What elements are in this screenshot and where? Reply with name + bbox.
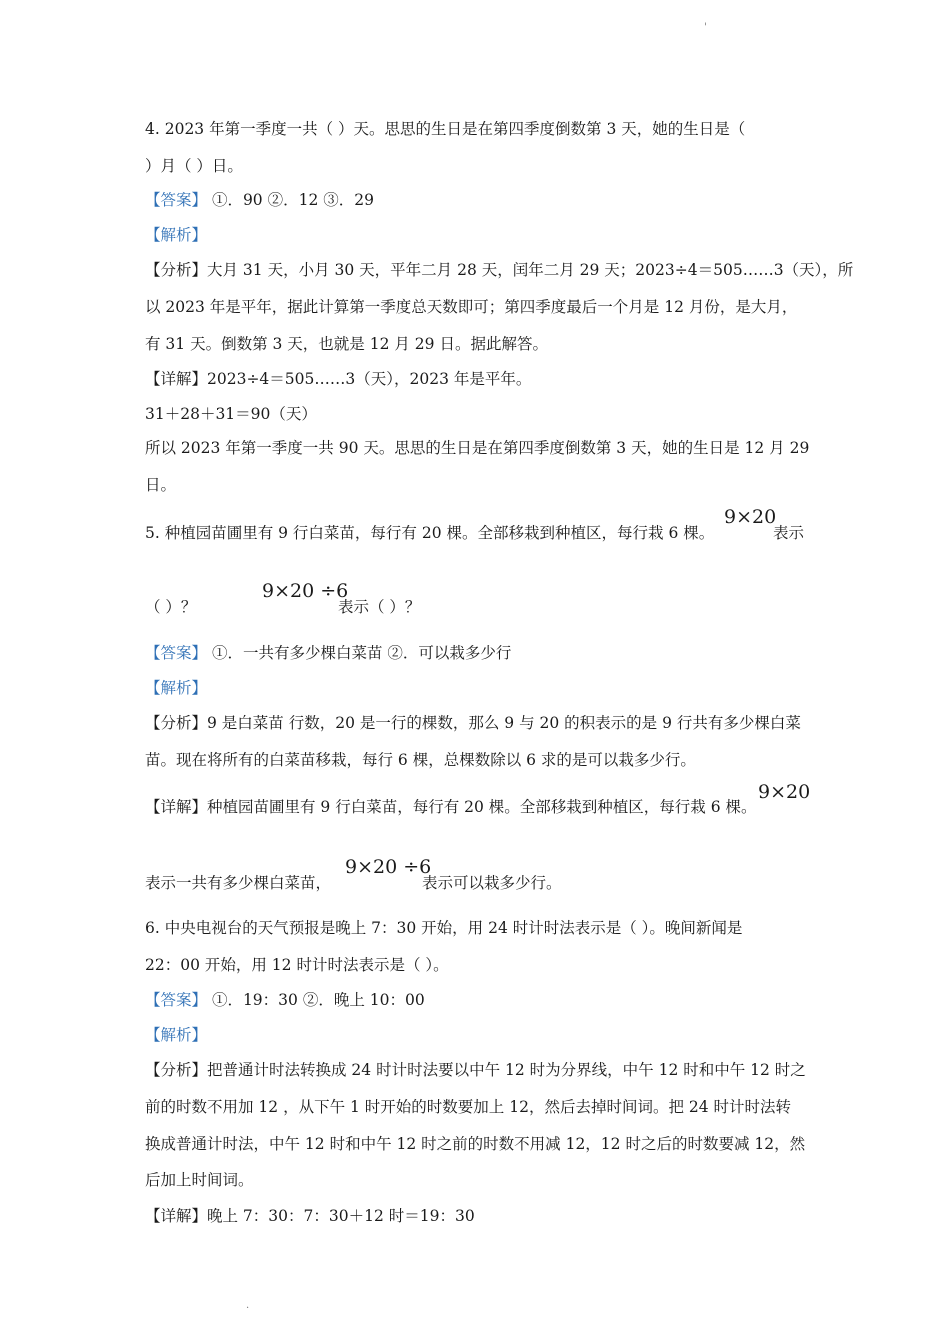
q6-analysis-tag: 【解析】	[145, 1026, 208, 1044]
q5-expr-multiply: 9×20	[724, 506, 777, 528]
answer-tag: 【答案】	[145, 991, 208, 1009]
q6-xiangjie-line1: 【详解】晚上 7：30：7：30＋12 时＝19：30	[145, 1207, 475, 1225]
q6-stem-line1: 6. 中央电视台的天气预报是晚上 7：30 开始，用 24 时计时法表示是（ ）。晚间新闻是	[145, 919, 743, 937]
q5-answer-text: ①．一共有多少棵白菜苗 ②．可以栽多少行	[207, 644, 512, 662]
q5-analysis-tag: 【解析】	[145, 679, 208, 697]
q5-stem-line1: 5. 种植园苗圃里有 9 行白菜苗，每行有 20 棵。全部移栽到种植区，每行栽 6 棵。	[145, 524, 715, 542]
q4-answer-text: ①．90 ②．12 ③．29	[207, 191, 374, 209]
q4-xiangjie-line4: 日。	[145, 476, 177, 494]
q5-expr-divide-2: 9×20 ÷6	[345, 856, 432, 878]
q6-answer-text: ①．19：30 ②．晚上 10：00	[207, 991, 425, 1009]
q5-fenxi-line2: 苗。现在将所有的白菜苗移栽，每行 6 棵，总棵数除以 6 求的是可以栽多少行。	[145, 751, 696, 769]
q5-expr-divide: 9×20 ÷6	[262, 580, 349, 602]
q4-xiangjie-line1: 【详解】2023÷4＝505……3（天），2023 年是平年。	[145, 370, 532, 388]
q5-stem-line2a: （ ）？	[145, 598, 197, 616]
top-mark: '	[704, 22, 707, 33]
q4-stem-line1: 4. 2023 年第一季度一共（ ）天。思思的生日是在第四季度倒数第 3 天，她的生日是（	[145, 120, 746, 138]
q5-fenxi-line1: 【分析】9 是白菜苗 行数，20 是一行的棵数，那么 9 与 20 的积表示的是 9 行共有多少棵白菜	[145, 714, 801, 732]
q4-fenxi-line2: 以 2023 年是平年，据此计算第一季度总天数即可；第四季度最后一个月是 12 月份，是大月，	[145, 298, 798, 316]
q6-answer	[145, 989, 425, 1011]
q6-fenxi-line4: 后加上时间词。	[145, 1171, 254, 1189]
q5-expr-multiply-2: 9×20	[758, 781, 811, 803]
q4-stem-line2: ）月（ ）日。	[145, 157, 243, 175]
q4-fenxi-line3: 有 31 天。倒数第 3 天，也就是 12 月 29 日。据此解答。	[145, 335, 548, 353]
q5-answer	[145, 642, 511, 664]
q4-xiangjie-line2: 31＋28＋31＝90（天）	[145, 405, 317, 423]
q4-analysis-tag: 【解析】	[145, 226, 208, 244]
q5-stem-line1-end: 表示	[773, 524, 805, 542]
q5-xiangjie-line1: 【详解】种植园苗圃里有 9 行白菜苗，每行有 20 棵。全部移栽到种植区，每行栽 6 棵。	[145, 798, 757, 816]
q4-xiangjie-line3: 所以 2023 年第一季度一共 90 天。思思的生日是在第四季度倒数第 3 天，她的生日是 12 月 29	[145, 439, 810, 457]
q4-answer	[145, 189, 374, 211]
answer-tag: 【答案】	[145, 191, 208, 209]
q5-stem-line2b: 表示（ ）？	[338, 598, 421, 616]
q6-fenxi-line3: 换成普通计时法，中午 12 时和中午 12 时之前的时数不用减 12，12 时之后的时数要减 12，然	[145, 1135, 806, 1153]
q5-xiangjie-line2a: 表示一共有多少棵白菜苗，	[145, 874, 332, 892]
q6-stem-line2: 22：00 开始，用 12 时计时法表示是（ ）。	[145, 956, 449, 974]
bottom-mark: .	[246, 1300, 250, 1311]
answer-tag: 【答案】	[145, 644, 208, 662]
q5-xiangjie-line2b: 表示可以栽多少行。	[422, 874, 562, 892]
q4-fenxi-line1: 【分析】大月 31 天，小月 30 天，平年二月 28 天，闰年二月 29 天；2023÷4＝505……3（天），所	[145, 261, 854, 279]
q6-fenxi-line2: 前的时数不用加 12 ，从下午 1 时开始的时数要加上 12，然后去掉时间词。把 24 时计时法转	[145, 1098, 792, 1116]
q6-fenxi-line1: 【分析】把普通计时法转换成 24 时计时法要以中午 12 时为分界线，中午 12 时和中午 12 时之	[145, 1061, 806, 1079]
